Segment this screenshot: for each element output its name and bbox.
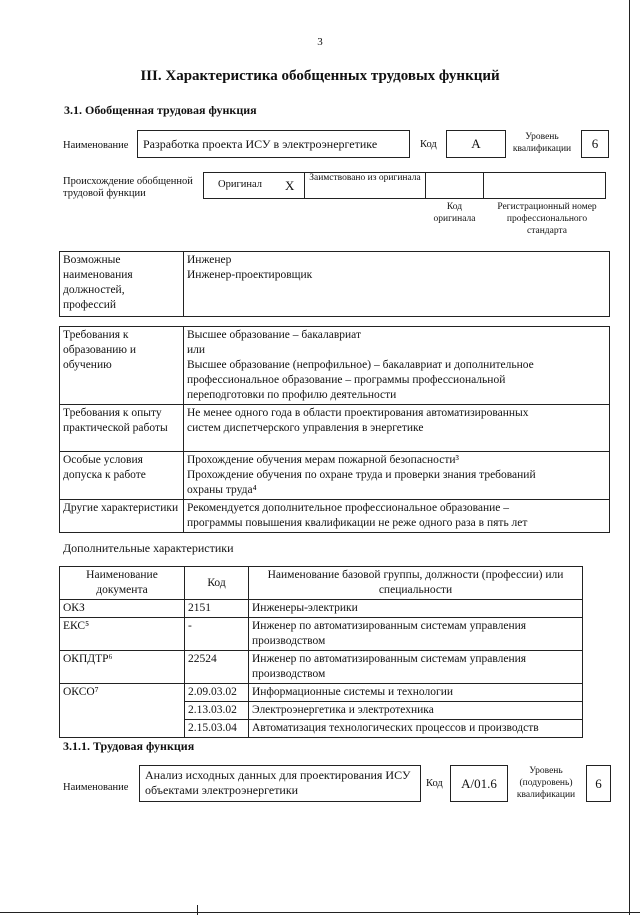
reg-number-label: Регистрационный номер профессионального стандарта bbox=[497, 202, 597, 236]
req-line: профессиональное образование – программы профессиональной bbox=[187, 374, 506, 386]
page-edge-line bbox=[0, 912, 640, 913]
table-row bbox=[60, 618, 583, 651]
gtf-level-box: 6 bbox=[581, 130, 609, 158]
req-line: программы повышения квалификации не реже одного раза в пять лет bbox=[187, 517, 528, 529]
doc-cell: ЕКС⁵ bbox=[60, 618, 185, 651]
additional-header-row bbox=[60, 567, 583, 600]
tf-name-box: Анализ исходных данных для проектирования ИСУ объектами электроэнергетики bbox=[139, 765, 421, 802]
requirements-row bbox=[60, 500, 610, 533]
gtf-heading: 3.1. Обобщенная трудовая функция bbox=[64, 103, 257, 117]
page-edge-line bbox=[629, 0, 630, 915]
requirements-row bbox=[60, 327, 610, 405]
requirements-row bbox=[60, 405, 610, 452]
tf-code-label: Код bbox=[426, 778, 443, 789]
positions-values bbox=[184, 252, 610, 317]
additional-heading: Дополнительные характеристики bbox=[63, 541, 234, 555]
gtf-code-label: Код bbox=[420, 139, 437, 150]
additional-table bbox=[59, 566, 583, 738]
name-cell: Инженер по автоматизированным системам управления производством bbox=[249, 651, 583, 684]
origin-divider bbox=[483, 172, 484, 199]
req-line: или bbox=[187, 344, 206, 356]
req-label: Особые условия допуска к работе bbox=[60, 452, 184, 500]
doc-cell: ОКПДТР⁶ bbox=[60, 651, 185, 684]
req-line: Прохождение обучения мерам пожарной безопасности³ bbox=[187, 454, 459, 466]
page-edge-tick bbox=[197, 905, 198, 915]
req-line: Прохождение обучения по охране труда и проверки знания требований bbox=[187, 469, 536, 481]
page-number: 3 bbox=[317, 36, 323, 48]
req-label: Требования к образованию и обучению bbox=[60, 327, 184, 405]
req-line: Рекомендуется дополнительное профессиональное образование – bbox=[187, 502, 510, 514]
code-cell: 2.09.03.02 bbox=[185, 684, 249, 702]
section-title: III. Характеристика обобщенных трудовых функций bbox=[140, 68, 500, 84]
tf-level-box: 6 bbox=[586, 765, 611, 802]
requirements-table bbox=[59, 326, 610, 533]
table-row bbox=[60, 651, 583, 684]
code-cell: 22524 bbox=[185, 651, 249, 684]
name-cell: Информационные системы и технологии bbox=[249, 684, 583, 702]
col-header-doc: Наименование документа bbox=[60, 567, 185, 600]
origin-label: Происхождение обобщенной трудовой функции bbox=[63, 176, 193, 199]
req-line: охраны труда⁴ bbox=[187, 484, 257, 496]
position-item: Инженер-проектировщик bbox=[187, 269, 313, 281]
position-item: Инженер bbox=[187, 254, 232, 266]
name-cell: Инженер по автоматизированным системам управления производством bbox=[249, 618, 583, 651]
req-value bbox=[184, 452, 610, 500]
table-row bbox=[60, 684, 583, 702]
code-cell: 2.13.03.02 bbox=[185, 702, 249, 720]
code-cell: 2151 bbox=[185, 600, 249, 618]
positions-label: Возможные наименования должностей, профессий bbox=[60, 252, 184, 317]
req-value bbox=[184, 500, 610, 533]
original-label: Оригинал bbox=[218, 179, 262, 190]
gtf-code-box: А bbox=[446, 130, 506, 158]
tf-level-label: Уровень (подуровень) квалификации bbox=[516, 766, 576, 800]
original-mark: Х bbox=[285, 178, 295, 193]
req-line: Не менее одного года в области проектирования автоматизированных bbox=[187, 407, 529, 419]
gtf-name-box: Разработка проекта ИСУ в электроэнергетике bbox=[137, 130, 410, 158]
tf-heading: 3.1.1. Трудовая функция bbox=[63, 739, 195, 753]
col-header-name: Наименование базовой группы, должности (профессии) или специальности bbox=[249, 567, 583, 600]
doc-cell: ОКСО⁷ bbox=[60, 684, 185, 738]
req-line: переподготовки по профилю деятельности bbox=[187, 389, 397, 401]
code-cell: 2.15.03.04 bbox=[185, 720, 249, 738]
name-cell: Инженеры-электрики bbox=[249, 600, 583, 618]
gtf-name-label: Наименование bbox=[63, 140, 129, 151]
req-label: Требования к опыту практической работы bbox=[60, 405, 184, 452]
req-line: систем диспетчерского управления в энергетике bbox=[187, 422, 424, 434]
req-line: Высшее образование (непрофильное) – бакалавриат и дополнительное bbox=[187, 359, 534, 371]
borrowed-label: Заимствовано из оригинала bbox=[309, 173, 421, 183]
name-cell: Электроэнергетика и электротехника bbox=[249, 702, 583, 720]
origin-divider bbox=[304, 172, 305, 199]
name-cell: Автоматизация технологических процессов и производств bbox=[249, 720, 583, 738]
req-label: Другие характеристики bbox=[60, 500, 184, 533]
req-line: Высшее образование – бакалавриат bbox=[187, 329, 361, 341]
requirements-row bbox=[60, 452, 610, 500]
origin-divider bbox=[425, 172, 426, 199]
gtf-level-label: Уровень квалификации bbox=[512, 132, 572, 154]
tf-name-label: Наименование bbox=[63, 782, 129, 793]
origin-code-label: Код оригинала bbox=[433, 202, 476, 224]
doc-cell: ОКЗ bbox=[60, 600, 185, 618]
req-value bbox=[184, 327, 610, 405]
tf-code-box: A/01.6 bbox=[450, 765, 508, 802]
code-cell: - bbox=[185, 618, 249, 651]
positions-table bbox=[59, 251, 610, 317]
req-value bbox=[184, 405, 610, 452]
col-header-code: Код bbox=[185, 567, 249, 600]
table-row bbox=[60, 600, 583, 618]
